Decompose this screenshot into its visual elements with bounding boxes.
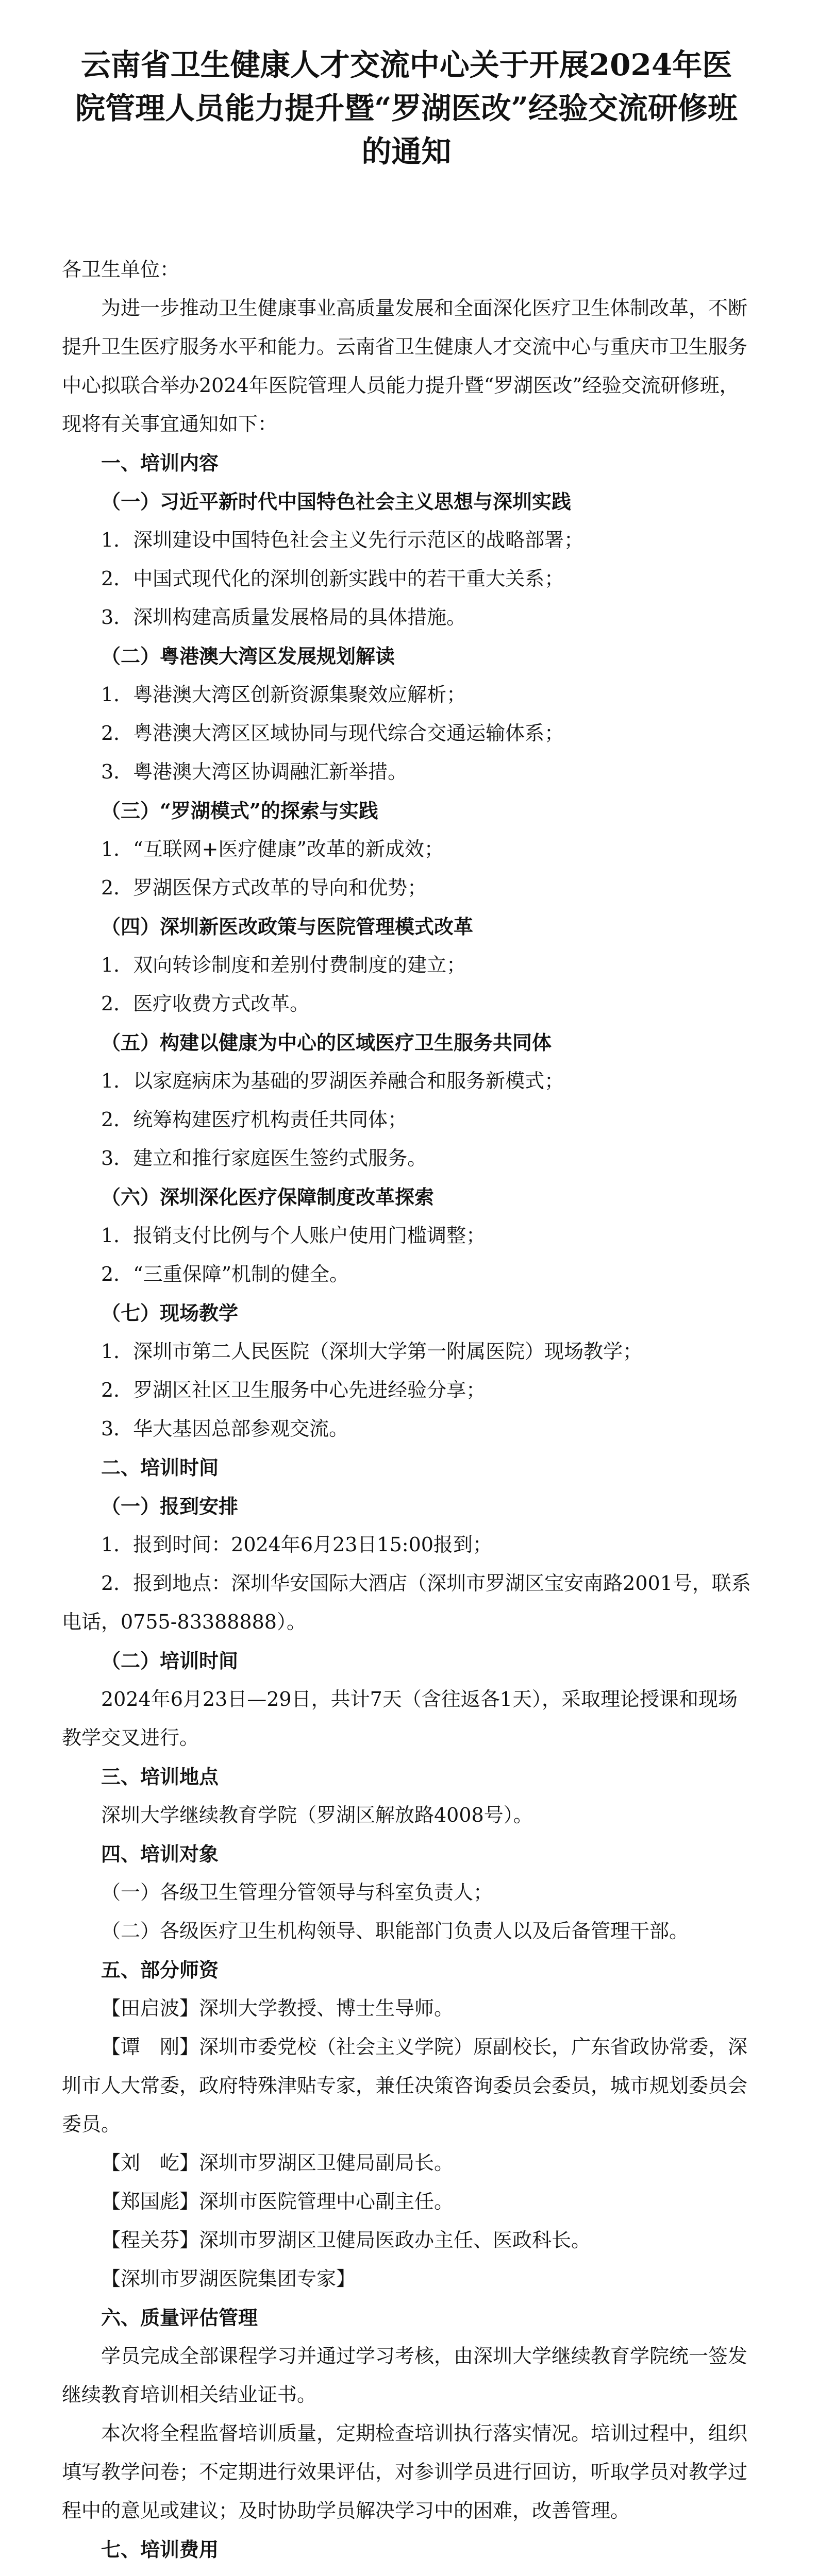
subsection-heading: （二）粤港澳大湾区发展规划解读 <box>101 645 395 668</box>
subsection-heading: （一）习近平新时代中国特色社会主义思想与深圳实践 <box>101 490 572 513</box>
section-heading: 六、质量评估管理 <box>101 2306 258 2329</box>
list-item: 3．华大基因总部参观交流。 <box>101 1417 349 1440</box>
list-item: 1．双向转诊制度和差别付费制度的建立； <box>101 954 466 976</box>
list-item: 1．报销支付比例与个人账户使用门槛调整； <box>101 1224 486 1247</box>
list-item: 2．罗湖区社区卫生服务中心先进经验分享； <box>101 1379 486 1401</box>
list-item: （二）各级医疗卫生机构领导、职能部门负责人以及后备管理干部。 <box>101 1920 689 1942</box>
list-item: 3．粤港澳大湾区协调融汇新举措。 <box>101 760 408 783</box>
body-paragraph: 本次将全程监督培训质量，定期检查培训执行落实情况。培训过程中，组织填写教学问卷；不定期进行效果评估，对参训学员进行回访，听取学员对教学过程中的意见或建议；及时协助学员解决学习中的困难，改善管理。 <box>62 2422 748 2522</box>
section-heading: 一、培训内容 <box>101 451 219 474</box>
subsection-heading: （四）深圳新医改政策与医院管理模式改革 <box>101 915 474 938</box>
list-item: 2．中国式现代化的深圳创新实践中的若干重大关系； <box>101 567 564 590</box>
subsection-heading: （七）现场教学 <box>101 1301 239 1325</box>
list-item: 1．以家庭病床为基础的罗湖医养融合和服务新模式； <box>101 1070 564 1092</box>
faculty-item: 【谭 刚】深圳市委党校（社会主义学院）原副校长，广东省政协常委，深圳市人大常委，政府特殊津贴专家，兼任决策咨询委员会委员，城市规划委员会委员。 <box>62 2036 748 2136</box>
list-item: 3．建立和推行家庭医生签约式服务。 <box>101 1147 427 1170</box>
faculty-item: 【深圳市罗湖医院集团专家】 <box>101 2267 356 2290</box>
faculty-item: 【田启波】深圳大学教授、博士生导师。 <box>101 1997 454 2020</box>
list-item: 1．“互联网+医疗健康”改革的新成效； <box>101 838 444 860</box>
salutation: 各卫生单位： <box>62 258 180 281</box>
section-heading: 三、培训地点 <box>101 1765 219 1788</box>
list-item: 2．统筹构建医疗机构责任共同体； <box>101 1108 408 1131</box>
faculty-item: 【郑国彪】深圳市医院管理中心副主任。 <box>101 2190 454 2213</box>
faculty-item: 【刘 屹】深圳市罗湖区卫健局副局长。 <box>101 2151 454 2174</box>
section-heading: 四、培训对象 <box>101 1842 219 1866</box>
document-title: 云南省卫生健康人才交流中心关于开展2024年医院管理人员能力提升暨“罗湖医改”经验交流研修班的通知 <box>75 47 738 169</box>
subsection-heading: （六）深圳深化医疗保障制度改革探索 <box>101 1185 435 1209</box>
subsection-heading: （一）报到安排 <box>101 1495 239 1518</box>
list-item: 2．粤港澳大湾区区域协同与现代综合交通运输体系； <box>101 722 564 744</box>
section-heading: 五、部分师资 <box>101 1958 219 1981</box>
intro-paragraph: 为进一步推动卫生健康事业高质量发展和全面深化医疗卫生体制改革，不断提升卫生医疗服务水平和能力。云南省卫生健康人才交流中心与重庆市卫生服务中心拟联合举办2024年医院管理人员能力提升暨“罗湖医改”经验交流研修班，现将有关事宜通知如下： <box>62 297 748 435</box>
list-item: 1．深圳市第二人民医院（深圳大学第一附属医院）现场教学； <box>101 1340 643 1363</box>
section-heading: 七、培训费用 <box>101 2538 219 2561</box>
list-item: 2．医疗收费方式改革。 <box>101 992 310 1015</box>
list-item: 1．深圳建设中国特色社会主义先行示范区的战略部署； <box>101 529 584 551</box>
body-paragraph <box>62 2569 751 2576</box>
subsection-heading: （五）构建以健康为中心的区域医疗卫生服务共同体 <box>101 1031 552 1054</box>
faculty-item: 【程关芬】深圳市罗湖区卫健局医政办主任、医政科长。 <box>101 2229 591 2251</box>
body-paragraph: 2024年6月23日—29日，共计7天（含往返各1天），采取理论授课和现场教学交叉进行。 <box>62 1688 738 1749</box>
list-item: 1．报到时间：2024年6月23日15:00报到； <box>101 1533 492 1556</box>
list-item: 2．报到地点：深圳华安国际大酒店（深圳市罗湖区宝安南路2001号，联系电话，0755-83388888）。 <box>62 1572 751 1633</box>
list-item: 1．粤港澳大湾区创新资源集聚效应解析； <box>101 683 466 706</box>
body-paragraph: 深圳大学继续教育学院（罗湖区解放路4008号）。 <box>101 1804 533 1826</box>
subsection-heading: （二）培训时间 <box>101 1649 239 1672</box>
list-item: （一）各级卫生管理分管领导与科室负责人； <box>101 1881 493 1904</box>
list-item: 2．“三重保障”机制的健全。 <box>101 1263 349 1285</box>
list-item: 3．深圳构建高质量发展格局的具体措施。 <box>101 606 466 629</box>
list-item: 2．罗湖医保方式改革的导向和优势； <box>101 876 427 899</box>
section-heading: 二、培训时间 <box>101 1456 219 1479</box>
body-paragraph: 学员完成全部课程学习并通过学习考核，由深圳大学继续教育学院统一签发继续教育培训相关结业证书。 <box>62 2345 748 2406</box>
subsection-heading: （三）“罗湖模式”的探索与实践 <box>101 799 378 822</box>
